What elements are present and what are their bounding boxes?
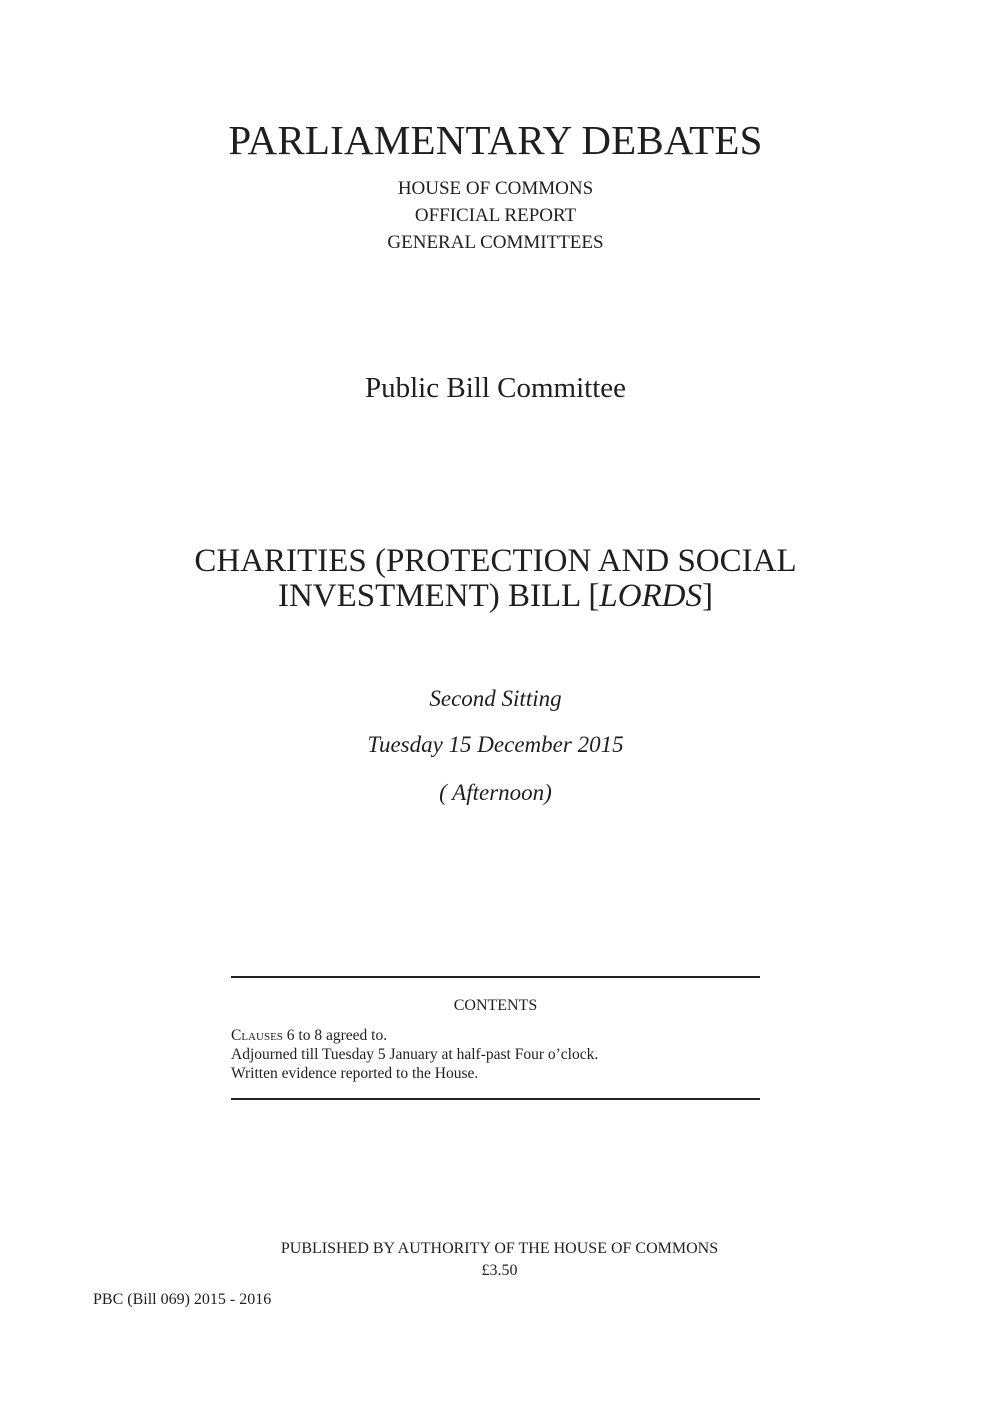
sitting-name: Second Sitting [429, 686, 562, 711]
contents-heading: CONTENTS [453, 997, 538, 1014]
bill-title-line2 [0, 579, 991, 614]
publication-title: PARLIAMENTARY DEBATES [228, 117, 763, 163]
bill-title-suffix: ] [702, 578, 714, 614]
contents-item: Written evidence reported to the House. [231, 1065, 479, 1082]
bill-origin: LORDS [599, 578, 703, 614]
subtitle-report: OFFICIAL REPORT [414, 205, 577, 226]
bill-title-line1: CHARITIES (PROTECTION AND SOCIAL [194, 543, 797, 579]
contents-item: Adjourned till Tuesday 5 January at half-past Four o’clock. [231, 1046, 599, 1063]
contents-box [231, 976, 760, 1100]
price: £3.50 [481, 1262, 518, 1279]
contents-item [231, 1026, 598, 1045]
subtitle-committees: GENERAL COMMITTEES [387, 232, 604, 253]
subtitle-house: HOUSE OF COMMONS [397, 178, 594, 199]
publication-subtitles [0, 175, 991, 256]
contents-item-label: Clauses [231, 1027, 283, 1044]
bill-title-prefix: INVESTMENT) BILL [ [277, 578, 600, 614]
publication-reference: PBC (Bill 069) 2015 - 2016 [93, 1291, 272, 1308]
bill-title [0, 544, 991, 614]
sitting-date: Tuesday 15 December 2015 [367, 732, 624, 757]
sitting-session: ( Afternoon) [439, 780, 552, 805]
contents-item-text: 6 to 8 agreed to. [282, 1027, 388, 1044]
contents-list [231, 1026, 598, 1083]
committee-name: Public Bill Committee [365, 372, 626, 404]
publisher-statement: PUBLISHED BY AUTHORITY OF THE HOUSE OF COMMONS [280, 1240, 719, 1257]
